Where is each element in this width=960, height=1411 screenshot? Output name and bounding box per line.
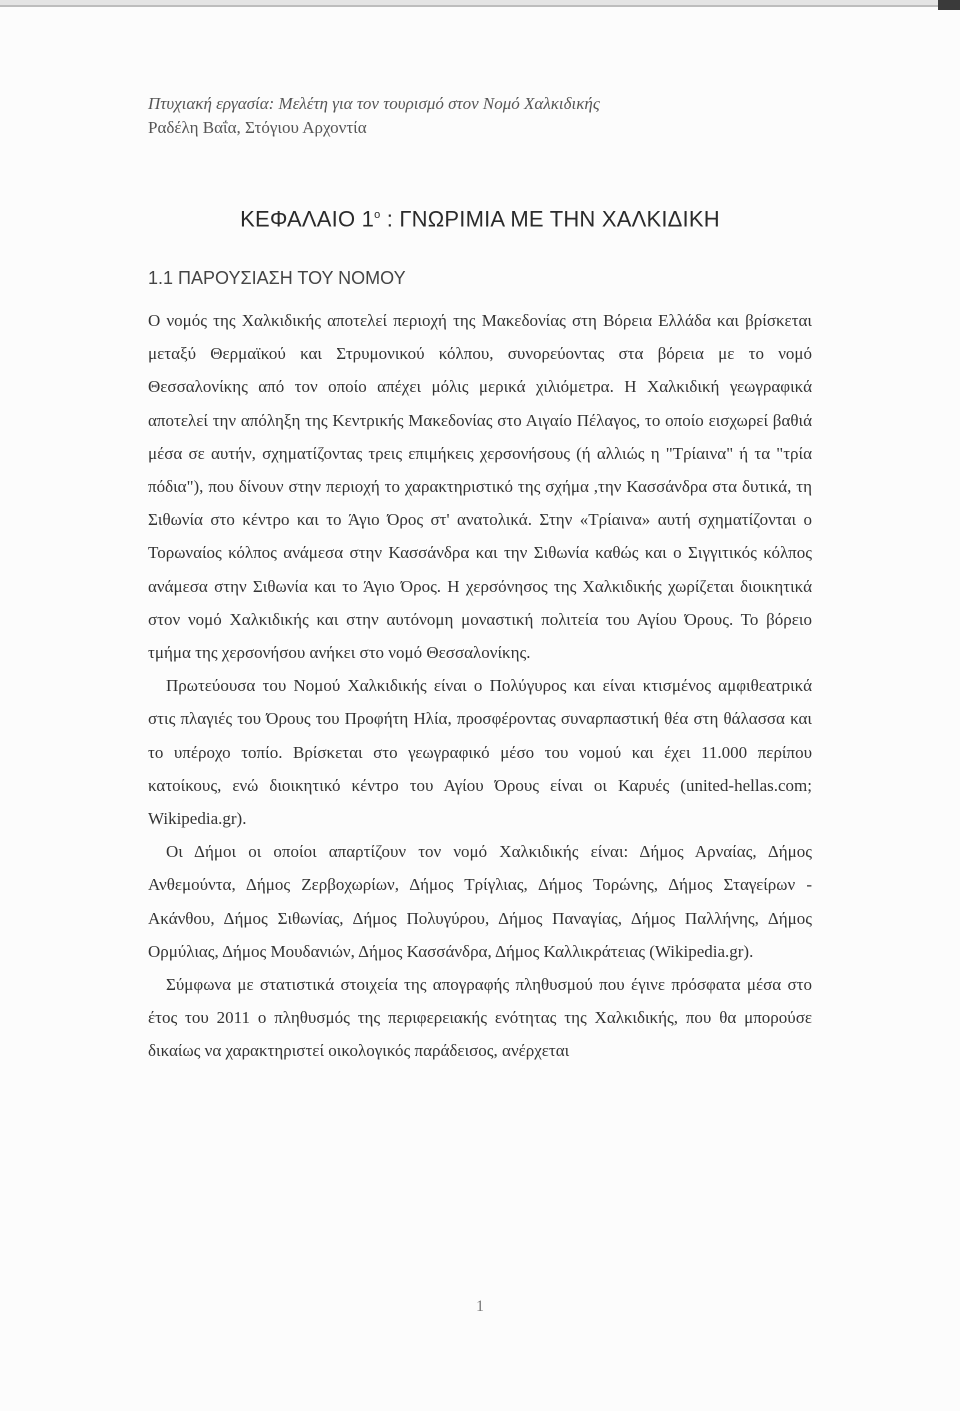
body-text (148, 304, 812, 1068)
header-title: Πτυχιακή εργασία: Μελέτη για τον τουρισμό στον Νομό Χαλκιδικής (148, 94, 600, 113)
paragraph-4: Σύμφωνα με στατιστικά στοιχεία της απογραφής πληθυσμού που έγινε πρόσφατα μέσα στο έτος του 2011 ο πληθυσμός της περιφερειακής ενότητας της Χαλκιδικής, που θα μπορούσε δικαίως να χαρακτηριστεί οικολογικός παράδεισος, ανέρχεται (148, 975, 812, 1061)
chapter-suffix: : ΓΝΩΡΙΜΙΑ ΜΕ ΤΗΝ ΧΑΛΚΙΔΙΚΗ (380, 206, 720, 232)
header-authors: Ραδέλη Βαΐα, Στόγιου Αρχοντία (148, 118, 367, 137)
paragraph-2: Πρωτεύουσα του Νομού Χαλκιδικής είναι ο Πολύγυρος και είναι κτισμένος αμφιθεατρικά στις πλαγιές του Όρους του Προφήτη Ηλία, προσφέροντας συναρπαστική θέα στη θάλασσα και το υπέροχο τοπίο. Βρίσκεται στο γεωγραφικό μέσο του νομού και έχει 11.000 περίπου κατοίκους, ενώ διοικητικό κέντρο του Αγίου Όρους είναι οι Καρυές (united-hellas.com; Wikipedia.gr). (148, 676, 812, 829)
running-header (148, 92, 600, 140)
paragraph-3: Οι Δήμοι οι οποίοι απαρτίζουν τον νομό Χαλκιδικής είναι: Δήμος Αρναίας, Δήμος Ανθεμούντα, Δήμος Ζερβοχωρίων, Δήμος Τρίγλιας, Δήμος Τορώνης, Δήμος Σταγείρων - Ακάνθου, Δήμος Σιθωνίας, Δήμος Πολυγύρου, Δήμος Παναγίας, Δήμος Παλλήνης, Δήμος Ορμύλιας, Δήμος Μουδανιών, Δήμος Κασσάνδρα, Δήμος Καλλικράτειας (Wikipedia.gr). (148, 842, 812, 961)
paragraph-1: Ο νομός της Χαλκιδικής αποτελεί περιοχή της Μακεδονίας στη Βόρεια Ελλάδα και βρίσκεται μεταξύ Θερμαϊκού και Στρυμονικού κόλπου, συνορεύοντας στα βόρεια με το νομό Θεσσαλονίκης από τον οποίο απέχει μόλις μερικά χιλιόμετρα. Η Χαλκιδική γεωγραφικά αποτελεί την απόληξη της Κεντρικής Μακεδονίας στο Αιγαίο Πέλαγος, το οποίο εισχωρεί βαθιά μέσα σε αυτήν, σχηματίζοντας τρεις επιμήκεις χερσονήσους (ή αλλιώς η "Τρίαινα" ή τα "τρία πόδια"), που δίνουν στην περιοχή το χαρακτηριστικό της σχήμα ,την Κασσάνδρα στα δυτικά, τη Σιθωνία στο κέντρο και το Άγιο Όρος στ' ανατολικά. Στην «Τρίαινα» αυτή σχηματίζονται ο Τορωναίος κόλπος ανάμεσα στην Κασσάνδρα και την Σιθωνία καθώς και ο Σιγγιτικός κόλπος ανάμεσα στην Σιθωνία και το Άγιο Όρος. Η χερσόνησος της Χαλκιδικής χωρίζεται διοικητικά στον νομό Χαλκιδικής και στην αυτόνομη μοναστική πολιτεία του Αγίου Όρους. Το βόρειο τμήμα της χερσονήσου ανήκει στο νομό Θεσσαλονίκης. (148, 311, 812, 663)
chapter-ordinal: ο (374, 209, 381, 221)
scan-top-line (0, 5, 960, 7)
page-number: 1 (476, 1298, 484, 1315)
chapter-prefix: ΚΕΦΑΛΑΙΟ 1 (240, 206, 375, 232)
section-heading: 1.1 ΠΑΡΟΥΣΙΑΣΗ ΤΟΥ ΝΟΜΟΥ (148, 268, 406, 288)
chapter-title (0, 200, 960, 234)
scan-corner-mark (938, 0, 960, 10)
